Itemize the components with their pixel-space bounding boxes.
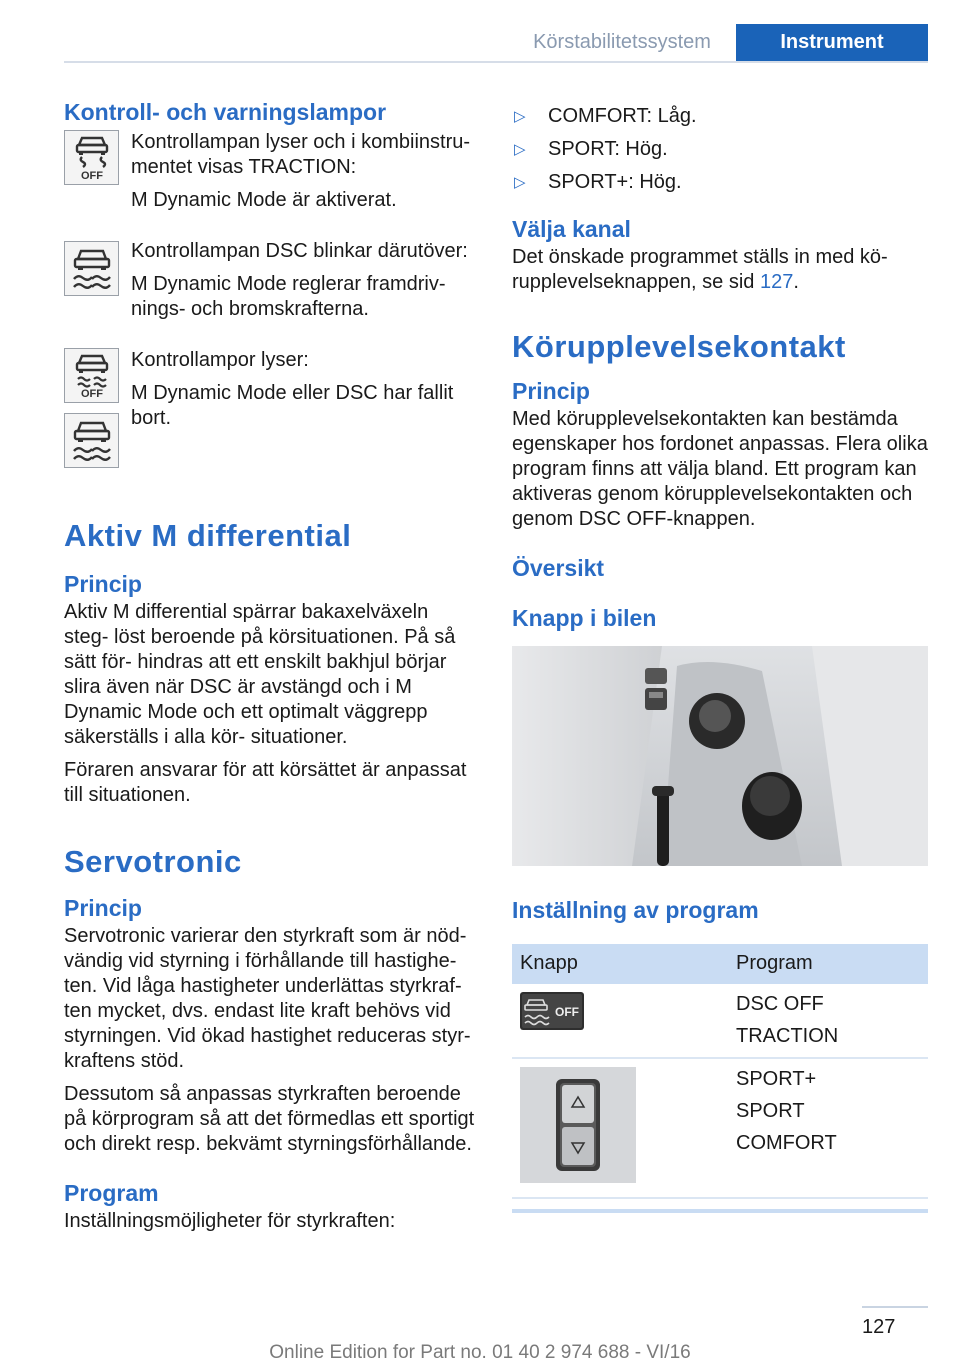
channel-paragraph: Det önskade programmet ställs in med kö- rupplevelseknappen, se sid 127. — [512, 245, 888, 293]
list-item: ▷ COMFORT: Låg. — [514, 105, 697, 127]
servotronic-principle-heading: Princip — [64, 895, 142, 922]
program-heading: Program — [64, 1180, 159, 1207]
lamp-traction-text-1: Kontrollampan lyser och i kombiinstru- mentet visas TRACTION: — [131, 130, 471, 178]
table-header-row — [512, 944, 928, 984]
lamp-traction-text-2: M Dynamic Mode är aktiverat. — [131, 188, 397, 211]
amd-principle-heading: Princip — [64, 571, 142, 598]
servotronic-title: Servotronic — [64, 844, 242, 880]
lamp-dsc-text-1: Kontrollampan DSC blinkar därutöver: — [131, 239, 468, 262]
header-section-tab: Körstabilitetssystem — [533, 31, 711, 53]
program-table — [512, 944, 928, 1199]
lamp-failure-text-2: M Dynamic Mode eller DSC har fallit bort. — [131, 381, 454, 429]
header-divider — [64, 61, 928, 63]
program-sport: SPORT — [736, 1099, 805, 1122]
list-item: ▷ SPORT+: Hög. — [514, 171, 682, 193]
settings-heading: Inställning av program — [512, 896, 759, 923]
dsc-skid-icon — [64, 413, 119, 468]
page-reference-link[interactable]: 127 — [759, 270, 794, 293]
svg-text:OFF: OFF — [80, 170, 103, 181]
amd-title: Aktiv M differential — [64, 517, 352, 553]
lamp-entry-traction — [64, 130, 476, 213]
left-column — [64, 98, 476, 1234]
experience-paragraph: Med körupplevelsekontakten kan bestämda egenskaper hos fordonet anpassas. Flera olika program finns att välja bland. Ett program kan aktiveras genom körupplevelsekontakten och genom DSC OFF-knappen. — [512, 408, 928, 531]
dsc-off-button-icon — [520, 992, 720, 1036]
svg-text:OFF: OFF — [80, 388, 103, 399]
program-traction: TRACTION — [736, 1024, 839, 1047]
overview-heading: Översikt — [512, 555, 605, 582]
traction-off-icon — [64, 130, 119, 185]
list-item: ▷ SPORT: Hög. — [514, 138, 668, 160]
amd-paragraph-2: Föraren ansvarar för att körsättet är anpassat till situationen. — [64, 759, 467, 807]
program-sport-plus: SPORT+ — [736, 1067, 817, 1090]
lamp-entry-failure — [64, 348, 476, 468]
bullet-triangle-icon: ▷ — [514, 141, 526, 158]
channel-heading: Välja kanal — [512, 216, 631, 242]
dsc-skid-icon — [64, 241, 119, 296]
bullet-triangle-icon: ▷ — [514, 174, 526, 191]
bullet-triangle-icon: ▷ — [514, 108, 526, 125]
edition-footer: Online Edition for Part no. 01 40 2 974 688 - VI/16 — [269, 1342, 691, 1363]
program-comfort: COMFORT — [736, 1131, 837, 1154]
center-console-photo — [512, 646, 928, 866]
experience-switch-title: Körupplevelsekontakt — [512, 328, 846, 364]
amd-paragraph-1: Aktiv M differential spärrar bakaxelväxeln steg- löst beroende på körsituationen. På så sätt för- hindras att ett enskilt bakhjul börjar slira även när DSC är avstängd och i M Dynamic Mode och ett optimalt väggrepp säkerställs i alla kör- situationer. — [64, 601, 456, 749]
lamp-failure-text-1: Kontrollampor lyser: — [131, 348, 309, 371]
program-dsc-off: DSC OFF — [736, 992, 824, 1015]
column-header-program: Program — [728, 944, 928, 984]
right-column — [512, 104, 928, 1213]
button-in-car-heading: Knapp i bilen — [512, 604, 657, 631]
table-bottom-rule — [512, 1209, 928, 1213]
servotronic-paragraph-1: Servotronic varierar den styrkraft som är nöd- vändig vid styrning i förhållande till hastighe- ten. Vid låga hastigheter underlättas styrkraf- ten mycket, dvs. endast lite kraft behövs vid styrningen. Vid ökad hastighet reduceras styr- kraftens stöd. — [64, 925, 471, 1073]
lamps-heading: Kontroll- och varningslampor — [64, 99, 387, 125]
page-number-rule — [862, 1306, 928, 1308]
header-chapter-tab: Instrument — [736, 24, 928, 61]
page-number: 127 — [862, 1316, 896, 1338]
steering-force-list — [512, 104, 928, 195]
program-paragraph: Inställningsmöjligheter för styrkraften: — [64, 1210, 396, 1233]
lamp-dsc-text-2: M Dynamic Mode reglerar framdriv- nings- och bromskrafterna. — [131, 272, 446, 320]
table-row — [512, 1058, 928, 1198]
lamp-entry-dsc-blink — [64, 239, 476, 322]
drive-mode-rocker-icon — [520, 1067, 720, 1189]
table-row — [512, 984, 928, 1058]
column-header-button: Knapp — [512, 944, 728, 984]
servotronic-paragraph-2: Dessutom så anpassas styrkraften beroende på körprogram så att det förmedlas ett sportigt och direkt resp. bekvämt styrningsförhållande. — [64, 1083, 475, 1156]
dsc-off-button-label: OFF — [555, 1004, 579, 1019]
experience-principle-heading: Princip — [512, 378, 590, 405]
dsc-off-icon — [64, 348, 119, 403]
